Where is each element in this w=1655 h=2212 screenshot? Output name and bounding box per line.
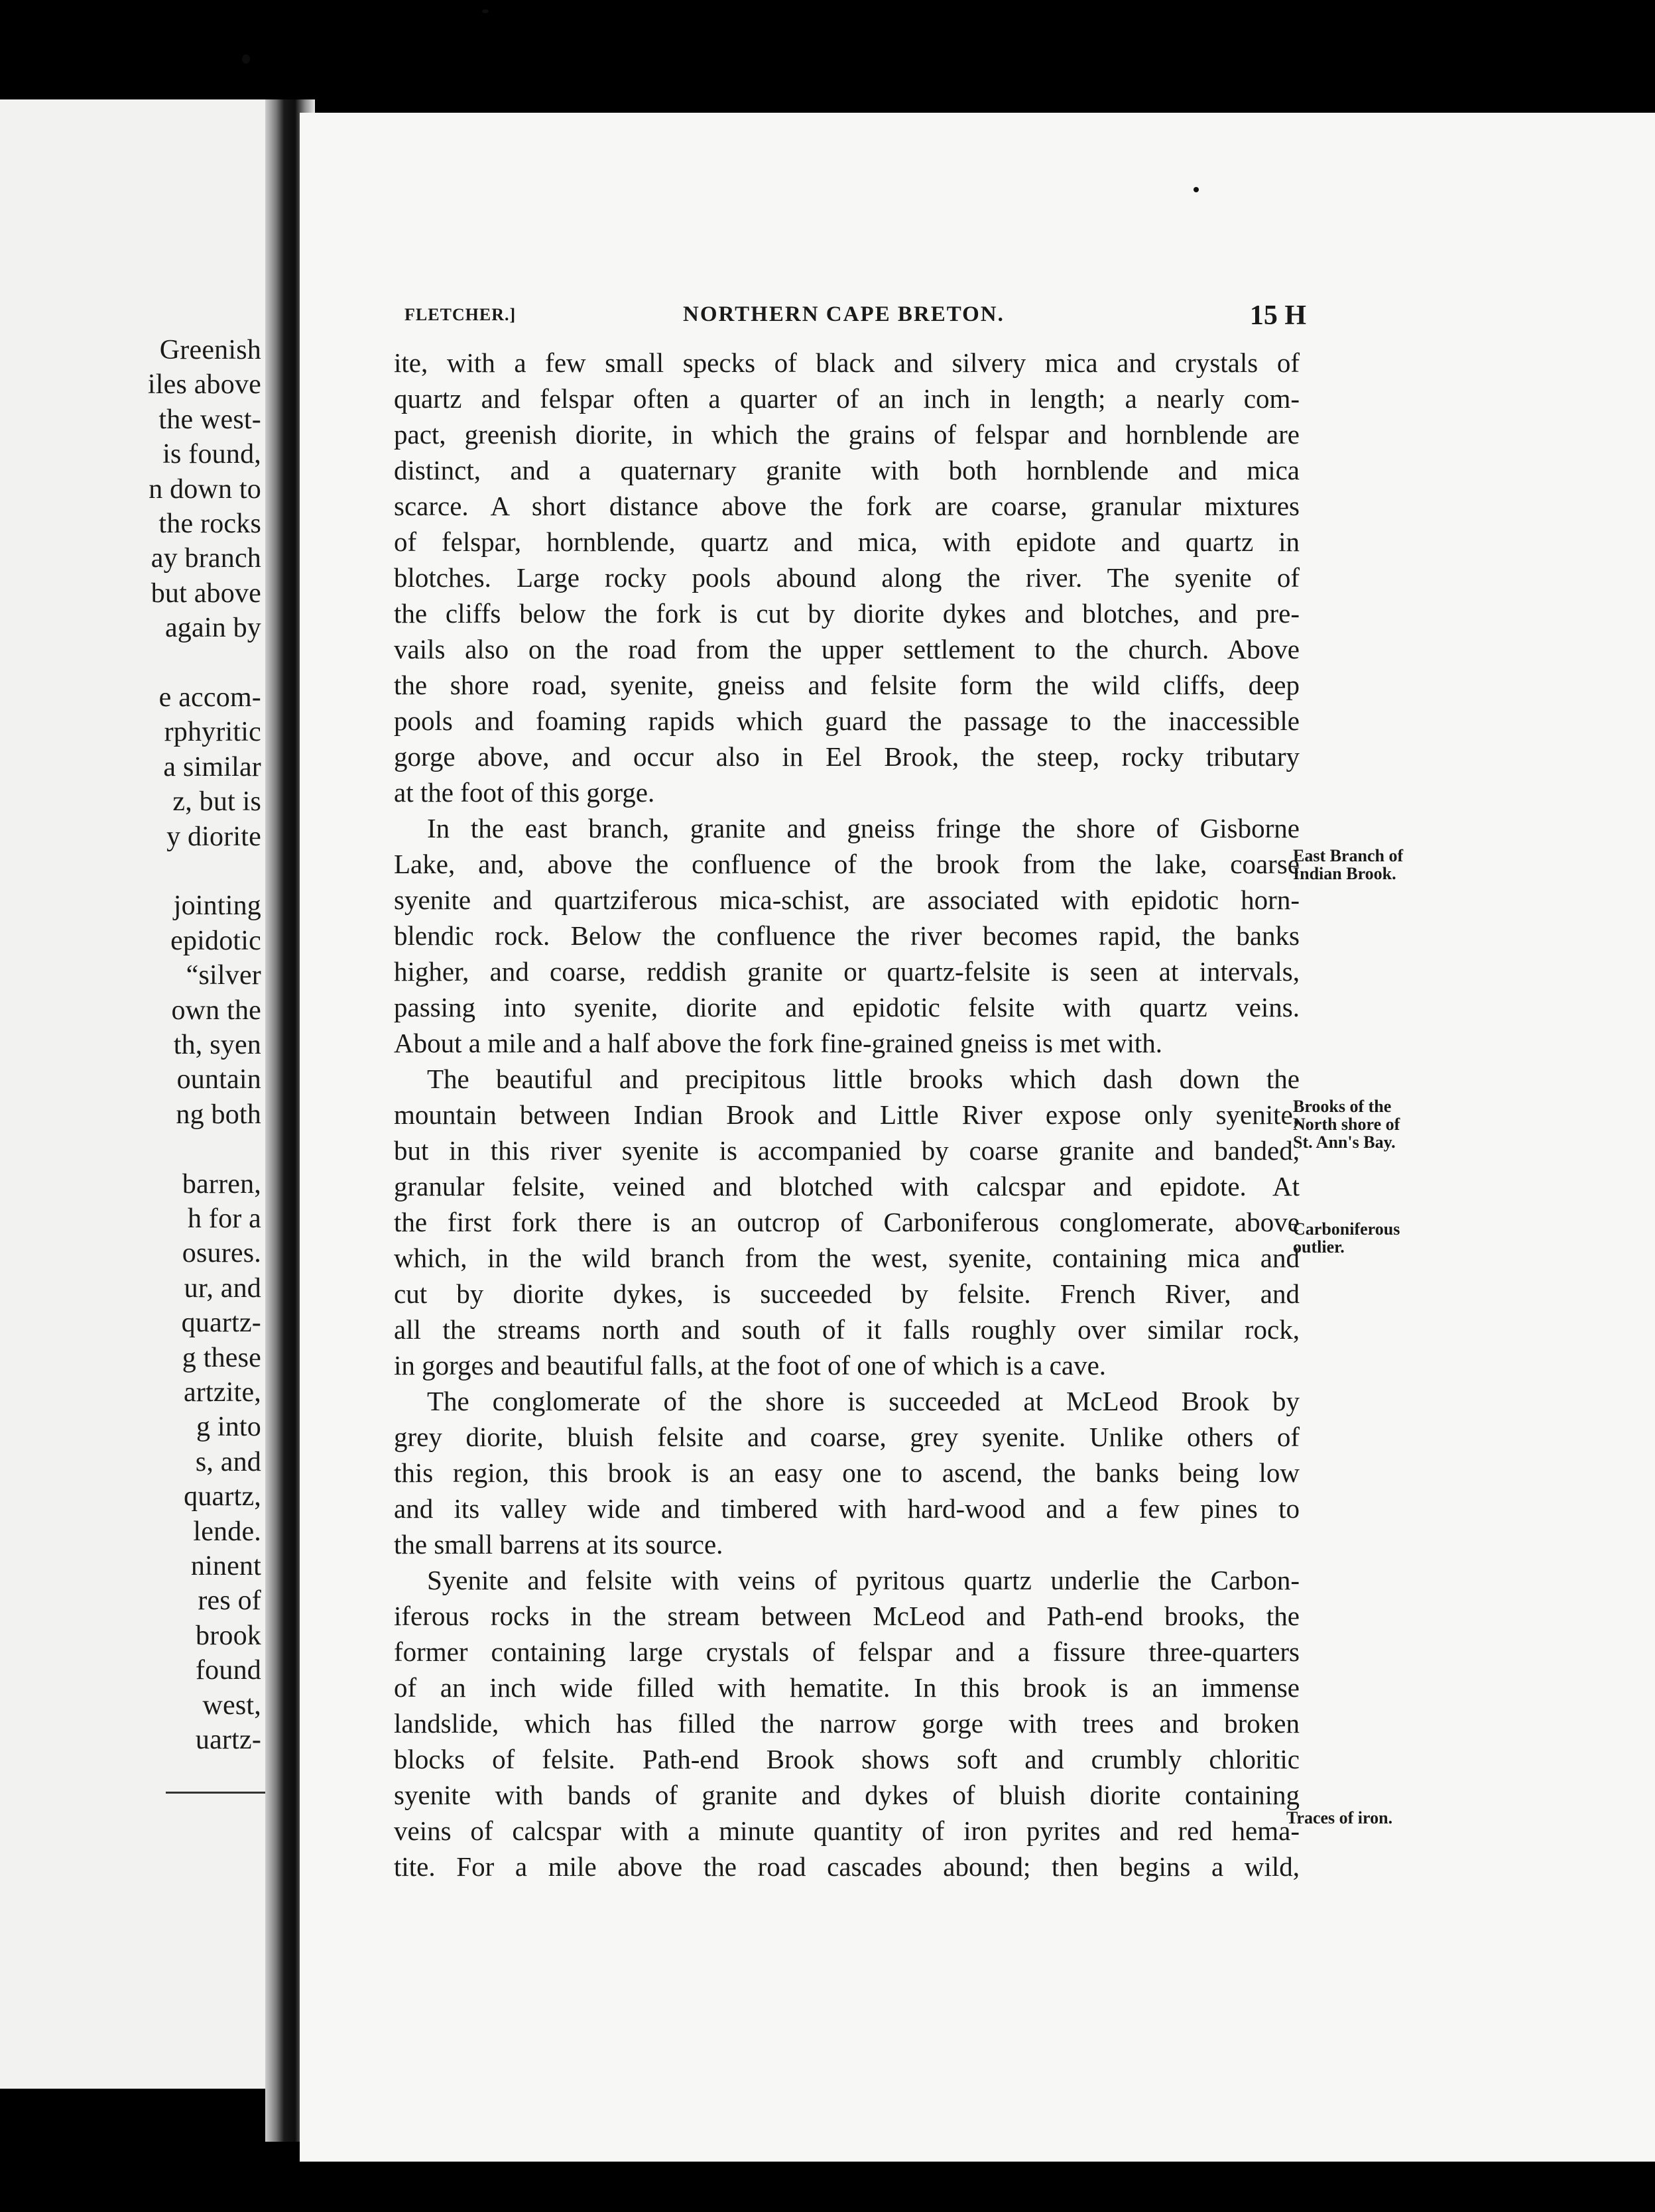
body-line: in gorges and beautiful falls, at the foot of one of which is a cave.	[394, 1350, 1107, 1381]
body-line: Lake, and, above the confluence of the brook from the lake, coarse	[394, 849, 1300, 879]
left-fragment-line: z, but is	[172, 786, 261, 818]
left-fragment-line: found	[196, 1655, 261, 1686]
margin-note-east-branch	[1293, 847, 1403, 883]
left-fragment-line: quartz,	[184, 1481, 261, 1512]
body-line: distinct, and a quaternary granite with both hornblende and mica	[394, 455, 1300, 485]
body-line: pact, greenish diorite, in which the grains of felspar and hornblende are	[394, 419, 1300, 450]
body-line: In the east branch, granite and gneiss fringe the shore of Gisborne	[427, 813, 1300, 843]
left-fragment-line: is found,	[162, 439, 261, 470]
left-fragment-line: n down to	[149, 473, 261, 505]
body-line: of felspar, hornblende, quartz and mica, with epidote and quartz in	[394, 526, 1300, 557]
body-line: pools and foaming rapids which guard the passage to the inaccessible	[394, 706, 1300, 736]
body-line: of an inch wide filled with hematite. In this brook is an immense	[394, 1672, 1300, 1703]
left-fragment-line: the rocks	[158, 509, 261, 539]
ink-speck	[242, 54, 250, 64]
body-line: About a mile and a half above the fork fine-grained gneiss is met with.	[394, 1028, 1163, 1058]
left-fragment-line: but above	[151, 578, 261, 609]
body-line: grey diorite, bluish felsite and coarse, grey syenite. Unlike others of	[394, 1422, 1300, 1452]
body-line: the cliffs below the fork is cut by diorite dykes and blotches, and pre-	[394, 598, 1300, 629]
margin-note-traces	[1286, 1809, 1392, 1827]
left-fragment-line: iles above	[147, 369, 261, 400]
left-fragment-line: brook	[196, 1620, 261, 1651]
body-line: the first fork there is an outcrop of Carboniferous conglomerate, above	[394, 1207, 1300, 1237]
left-fragment-line: e accom-	[158, 682, 261, 713]
margin-note-line: East Branch of	[1293, 846, 1404, 865]
left-fragment-line: h for a	[187, 1203, 261, 1234]
left-fragment-line: jointing	[173, 891, 261, 922]
left-fragment-line: ng both	[176, 1099, 261, 1130]
body-line: The beautiful and precipitous little brooks which dash down the	[427, 1064, 1300, 1094]
body-line: syenite and quartziferous mica-schist, are associated with epidotic horn-	[394, 885, 1300, 915]
left-fragment-line: osures.	[182, 1238, 261, 1269]
body-line: at the foot of this gorge.	[394, 777, 655, 808]
body-line: ite, with a few small specks of black and silvery mica and crystals of	[394, 347, 1300, 378]
body-line: granular felsite, veined and blotched with calcspar and epidote. At	[394, 1171, 1300, 1201]
margin-note-brooks	[1293, 1097, 1400, 1151]
body-line: the shore road, syenite, gneiss and felsite form the wild cliffs, deep	[394, 670, 1300, 700]
body-line: scarce. A short distance above the fork are coarse, granular mixtures	[394, 491, 1300, 521]
body-line: this region, this brook is an easy one to ascend, the banks being low	[394, 1457, 1300, 1488]
left-fragment-line: again by	[164, 613, 261, 644]
body-line: blendic rock. Below the confluence the river becomes rapid, the banks	[394, 920, 1300, 951]
body-line: blotches. Large rocky pools abound along the river. The syenite of	[394, 562, 1300, 593]
header-title: NORTHERN CAPE BRETON.	[683, 302, 1005, 326]
left-fragment-line: Greenish	[159, 335, 261, 365]
header-author: FLETCHER.]	[404, 305, 517, 324]
body-line: but in this river syenite is accompanied by coarse granite and banded,	[394, 1135, 1300, 1166]
body-line: iferous rocks in the stream between McLeod and Path-end brooks, the	[394, 1601, 1300, 1631]
margin-note-carboniferous	[1293, 1220, 1400, 1256]
body-text	[394, 345, 1300, 1884]
body-line: higher, and coarse, reddish granite or quartz-felsite is seen at intervals,	[394, 956, 1300, 987]
margin-note-line: Carboniferous	[1293, 1219, 1400, 1239]
left-fragment-line: th, syen	[173, 1030, 261, 1060]
left-fragment-line: y diorite	[166, 821, 261, 852]
body-line: gorge above, and occur also in Eel Brook, the steep, rocky tributary	[394, 741, 1300, 772]
body-line: syenite with bands of granite and dykes of bluish diorite containing	[394, 1780, 1300, 1810]
margin-note-line: St. Ann's Bay.	[1293, 1133, 1396, 1152]
left-fragment-line: barren,	[182, 1168, 261, 1199]
body-line: tite. For a mile above the road cascades abound; then begins a wild,	[394, 1851, 1300, 1882]
margin-note-line: Traces of iron.	[1286, 1808, 1393, 1827]
body-line: all the streams north and south of it falls roughly over similar rock,	[394, 1314, 1300, 1345]
running-header	[404, 300, 1306, 338]
body-line: which, in the wild branch from the west, syenite, containing mica and	[394, 1243, 1300, 1273]
left-fragment-line: g these	[182, 1342, 261, 1373]
body-line: passing into syenite, diorite and epidotic felsite with quartz veins.	[394, 992, 1300, 1022]
left-fragment-line: uartz-	[195, 1725, 261, 1755]
margin-note-line: Indian Brook.	[1293, 864, 1396, 883]
left-fragment-line: quartz-	[181, 1308, 261, 1339]
left-fragment-line: ur, and	[184, 1272, 261, 1304]
left-fragment-line: s, and	[195, 1446, 261, 1477]
margin-note-line: outlier.	[1293, 1237, 1345, 1257]
body-line: The conglomerate of the shore is succeeded at McLeod Brook by	[427, 1386, 1300, 1416]
left-fragment-line: epidotic	[170, 925, 261, 956]
left-fragment-line: lende.	[193, 1516, 261, 1547]
ink-speck	[1194, 187, 1199, 192]
left-fragment-line: west,	[202, 1690, 261, 1721]
page-number: 15 H	[1249, 300, 1306, 331]
left-fragment-line: g into	[196, 1412, 261, 1443]
body-line: cut by diorite dykes, is succeeded by felsite. French River, and	[394, 1278, 1300, 1309]
body-line: mountain between Indian Brook and Little River expose only syenite,	[394, 1099, 1300, 1130]
body-line: veins of calcspar with a minute quantity of iron pyrites and red hema-	[394, 1815, 1300, 1846]
body-line: former containing large crystals of felspar and a fissure three-quarters	[394, 1636, 1300, 1667]
body-line: landslide, which has filled the narrow gorge with trees and broken	[394, 1708, 1300, 1739]
body-line: vails also on the road from the upper settlement to the church. Above	[394, 634, 1300, 664]
body-line: the small barrens at its source.	[394, 1529, 723, 1560]
left-fragment-line: own the	[171, 995, 261, 1026]
body-line: quartz and felspar often a quarter of an inch in length; a nearly com-	[394, 383, 1300, 414]
body-line: Syenite and felsite with veins of pyritous quartz underlie the Carbon-	[427, 1565, 1300, 1595]
body-line: blocks of felsite. Path-end Brook shows soft and crumbly chloritic	[394, 1744, 1300, 1774]
left-fragment-line: ninent	[190, 1551, 261, 1581]
left-fragment-line: a similar	[163, 751, 261, 782]
left-fragment-line: artzite,	[183, 1377, 261, 1408]
body-line: and its valley wide and timbered with hard-wood and a few pines to	[394, 1493, 1300, 1524]
margin-note-line: North shore of	[1293, 1115, 1400, 1134]
left-fragment-line: the west-	[158, 404, 261, 435]
left-fragment-line: ay branch	[151, 543, 261, 574]
left-page-fragment	[0, 99, 265, 2089]
margin-note-line: Brooks of the	[1293, 1097, 1392, 1116]
left-fragment-line: ountain	[176, 1064, 261, 1095]
ink-speck	[482, 9, 489, 13]
left-fragment-line: res of	[198, 1585, 261, 1617]
left-fragment-line: rphyritic	[164, 717, 261, 748]
left-page-rule	[166, 1792, 265, 1794]
left-fragment-line: “silver	[186, 960, 261, 991]
